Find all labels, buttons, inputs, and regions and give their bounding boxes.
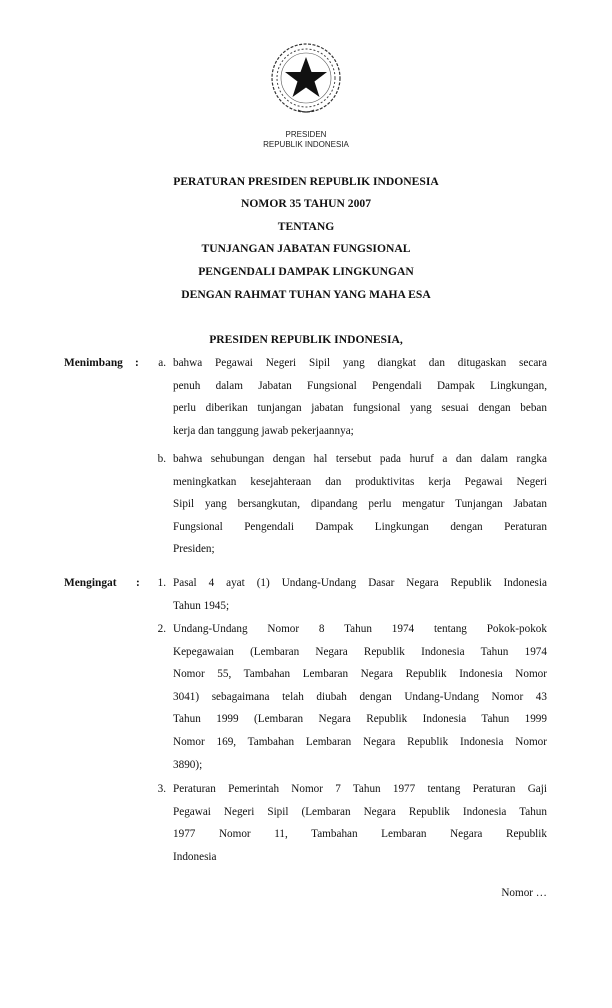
mengingat-marker-1: 1.	[157, 577, 166, 589]
page-continuation-marker: Nomor …	[501, 887, 547, 899]
text-line: Nomor 55, Tambahan Lembaran Negara Republik Indonesia Nomor	[173, 668, 547, 681]
garuda-star-emblem-icon	[268, 40, 344, 116]
doc-title-subject-1: TUNJANGAN JABATAN FUNGSIONAL	[201, 242, 411, 255]
text-line: Pegawai Negeri Sipil (Lembaran Negara Republik Indonesia Tahun	[173, 805, 547, 818]
doc-title-line-1: PERATURAN PRESIDEN REPUBLIK INDONESIA	[173, 175, 439, 188]
text-line: Undang-Undang Nomor 8 Tahun 1974 tentang Pokok-pokok	[173, 623, 547, 635]
doc-title-invocation: DENGAN RAHMAT TUHAN YANG MAHA ESA	[181, 288, 431, 301]
menimbang-colon: :	[135, 357, 139, 369]
mengingat-marker-2: 2.	[157, 623, 166, 635]
menimbang-item-a	[173, 352, 547, 442]
preamble-heading: PRESIDEN REPUBLIK INDONESIA,	[209, 333, 403, 346]
text-line: Fungsional Pengendali Dampak Lingkungan dengan Peraturan	[173, 520, 547, 533]
emblem-caption-republik: REPUBLIK INDONESIA	[263, 140, 349, 149]
text-line: perlu diberikan tunjangan jabatan fungsional yang sesuai dengan beban	[173, 402, 547, 415]
mengingat-item-2	[173, 618, 547, 776]
doc-title-number: NOMOR 35 TAHUN 2007	[241, 197, 371, 210]
text-line: Indonesia	[173, 850, 217, 863]
doc-title-tentang: TENTANG	[277, 220, 335, 233]
mengingat-colon: :	[136, 577, 140, 589]
text-line: penuh dalam Jabatan Fungsional Pengendali Dampak Lingkungan,	[173, 379, 547, 392]
text-line: bahwa Pegawai Negeri Sipil yang diangkat dan ditugaskan secara	[173, 357, 547, 369]
mengingat-item-3	[173, 778, 547, 868]
mengingat-item-1	[173, 572, 547, 617]
text-line: Tahun 1945;	[173, 599, 230, 612]
menimbang-label: Menimbang	[64, 357, 123, 369]
text-line: 3041) sebagaimana telah diubah dengan Undang-Undang Nomor 43	[173, 690, 547, 703]
text-line: Presiden;	[173, 543, 215, 556]
menimbang-item-b	[173, 448, 547, 561]
text-line: kerja dan tanggung jawab pekerjaannya;	[173, 424, 354, 437]
text-line: Kepegawaian (Lembaran Negara Republik Indonesia Tahun 1974	[173, 645, 547, 658]
menimbang-marker-b: b.	[157, 453, 166, 465]
text-line: meningkatkan kesejahteraan dan produktivitas kerja Pegawai Negeri	[173, 475, 547, 488]
emblem-caption-presiden: PRESIDEN	[285, 130, 327, 139]
text-line: Nomor 169, Tambahan Lembaran Negara Republik Indonesia Nomor	[173, 735, 547, 748]
menimbang-marker-a: a.	[158, 357, 166, 369]
text-line: bahwa sehubungan dengan hal tersebut pada huruf a dan dalam rangka	[173, 453, 547, 465]
text-line: Sipil yang bersangkutan, dipandang perlu mengatur Tunjangan Jabatan	[173, 498, 547, 511]
text-line: Peraturan Pemerintah Nomor 7 Tahun 1977 tentang Peraturan Gaji	[173, 783, 547, 795]
text-line: 1977 Nomor 11, Tambahan Lembaran Negara Republik	[173, 828, 547, 841]
mengingat-label: Mengingat	[64, 577, 117, 589]
text-line: Tahun 1999 (Lembaran Negara Republik Indonesia Tahun 1999	[173, 713, 547, 726]
doc-title-subject-2: PENGENDALI DAMPAK LINGKUNGAN	[198, 265, 414, 278]
mengingat-marker-3: 3.	[157, 783, 166, 795]
text-line: 3890);	[173, 758, 203, 771]
text-line: Pasal 4 ayat (1) Undang-Undang Dasar Negara Republik Indonesia	[173, 577, 547, 589]
